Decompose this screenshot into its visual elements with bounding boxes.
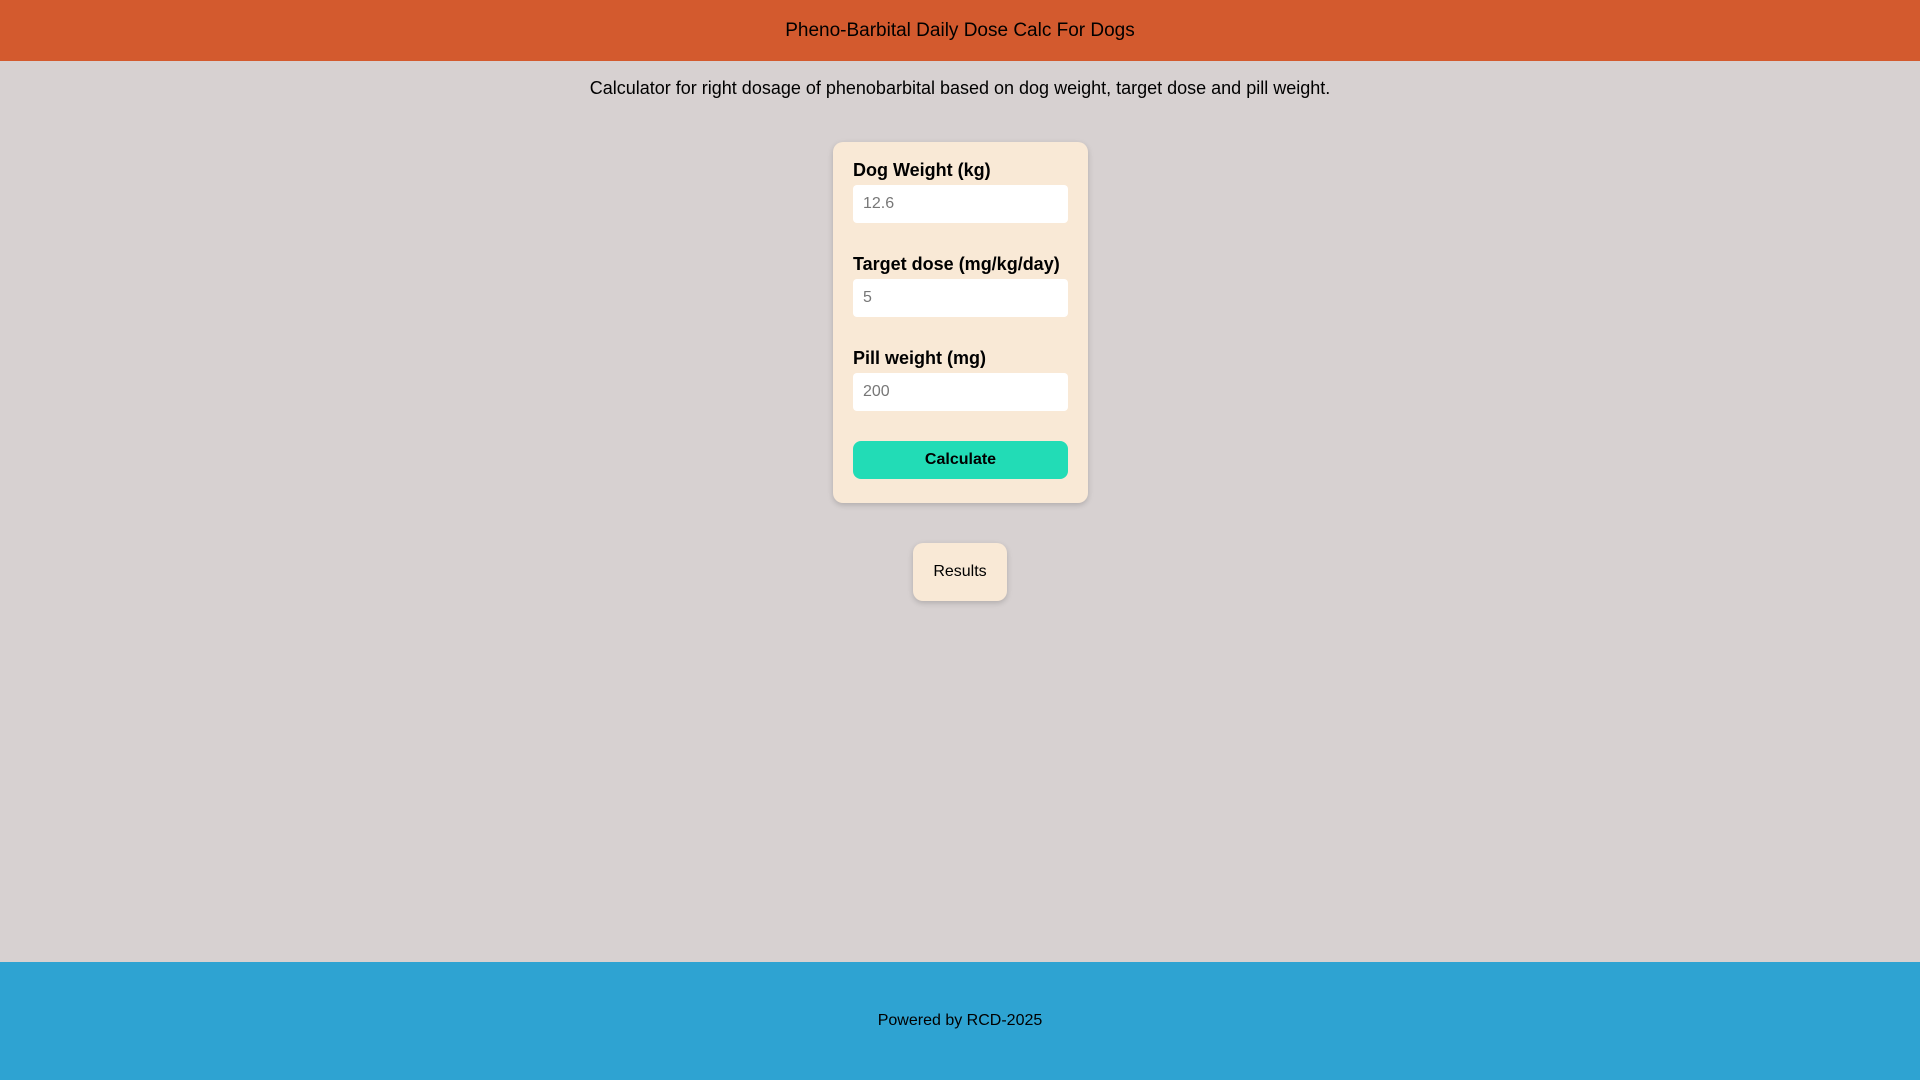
results-label: Results (933, 563, 987, 580)
calculate-button[interactable]: Calculate (853, 441, 1068, 479)
dog-weight-label: Dog Weight (kg) (853, 160, 991, 180)
footer-text: Powered by RCD-2025 (877, 1012, 1043, 1029)
pill-weight-label: Pill weight (mg) (853, 348, 986, 368)
target-dose-label: Target dose (mg/kg/day) (853, 254, 1060, 274)
target-dose-input[interactable] (853, 279, 1068, 317)
page-header (0, 0, 1920, 61)
calculator-form (833, 142, 1088, 503)
page-title: Pheno-Barbital Daily Dose Calc For Dogs (785, 19, 1135, 41)
pill-weight-input[interactable] (853, 373, 1068, 411)
intro-text: Calculator for right dosage of phenobarbital based on dog weight, target dose and pill weight. (589, 78, 1331, 98)
page-footer (0, 962, 1920, 1080)
results-box (913, 543, 1007, 601)
dog-weight-input[interactable] (853, 185, 1068, 223)
